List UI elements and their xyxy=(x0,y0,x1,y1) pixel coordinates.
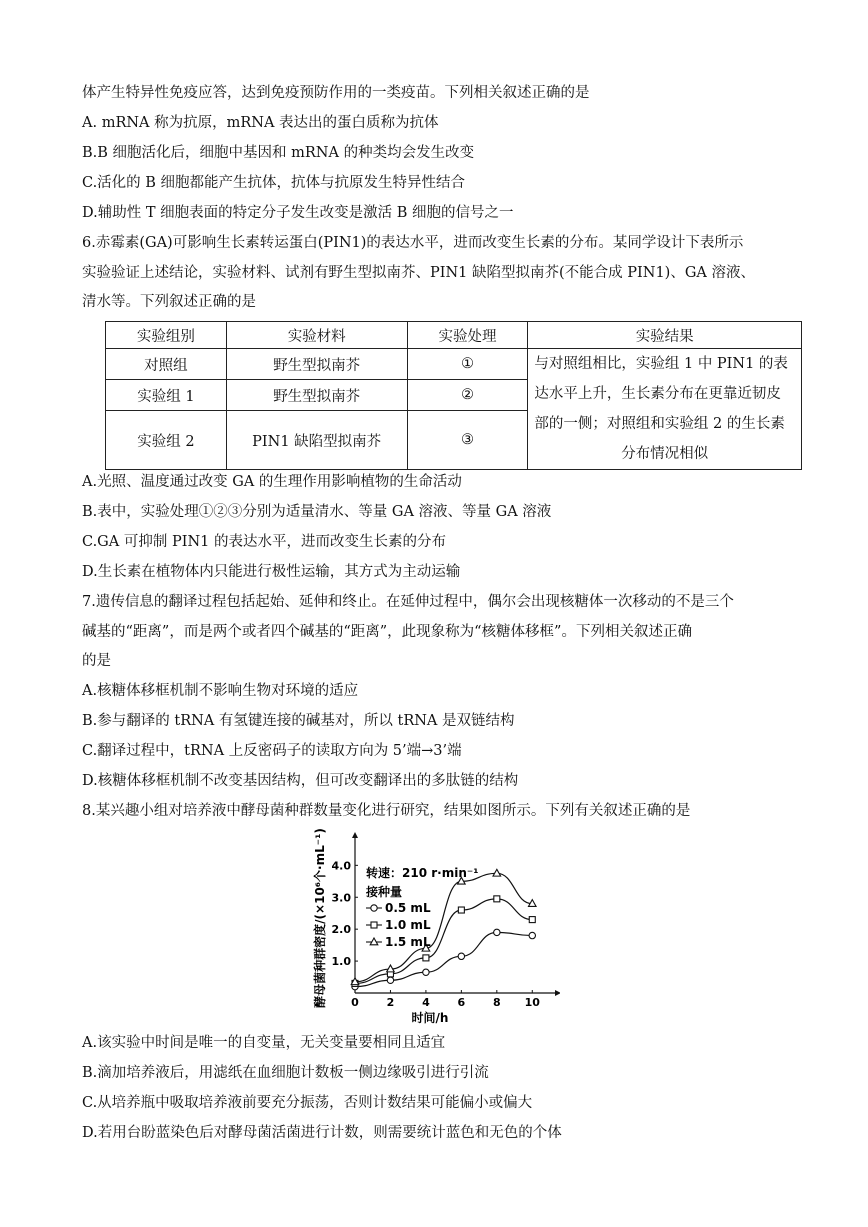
experiment-table xyxy=(105,321,802,470)
y-tick-label: 1.0 xyxy=(331,955,351,969)
q7-option-d: D.核糖体移框机制不改变基因结构，但可改变翻译出的多肽链的结构 xyxy=(82,773,519,789)
q8-option-a: A.该实验中时间是唯一的自变量，无关变量要相同且适宜 xyxy=(82,1035,446,1051)
q7-option-c: C.翻译过程中，tRNA 上反密码子的读取方向为 5’端→3’端 xyxy=(82,743,462,759)
speed-annotation: 转速：210 r·min⁻¹ xyxy=(366,866,479,880)
data-point xyxy=(529,932,535,938)
q8-option-d: D.若用台盼蓝染色后对酵母菌活菌进行计数，则需要统计蓝色和无色的个体 xyxy=(82,1125,562,1141)
table-cell: ① xyxy=(407,349,528,380)
legend-marker xyxy=(370,938,378,945)
chart-axes xyxy=(332,832,561,1009)
table-header-row xyxy=(106,322,802,349)
x-tick-label: 4 xyxy=(422,996,430,1009)
result-line: 分布情况相似 xyxy=(621,446,709,462)
q6-stem-line-3: 清水等。下列叙述正确的是 xyxy=(82,294,256,310)
table-cell: 野生型拟南芥 xyxy=(226,349,407,380)
table-cell: ② xyxy=(407,380,528,411)
q7-option-a: A.核糖体移框机制不影响生物对环境的适应 xyxy=(82,683,359,699)
table-cell: PIN1 缺陷型拟南芥 xyxy=(226,411,407,470)
legend-title: 接种量 xyxy=(366,885,403,899)
legend-marker xyxy=(371,922,377,928)
legend-label: 0.5 mL xyxy=(385,901,431,915)
table-header-cell: 实验处理 xyxy=(407,322,528,349)
data-point xyxy=(458,953,464,959)
y-tick-label: 4.0 xyxy=(331,859,351,873)
q6-option-a: A.光照、温度通过改变 GA 的生理作用影响植物的生命活动 xyxy=(82,474,462,490)
q7-option-b: B.参与翻译的 tRNA 有氢键连接的碱基对，所以 tRNA 是双链结构 xyxy=(82,713,515,729)
table-row xyxy=(106,349,802,380)
q6-option-c: C.GA 可抑制 PIN1 的表达水平，进而改变生长素的分布 xyxy=(82,534,446,550)
legend-marker xyxy=(371,905,377,911)
q5-stem-tail: 体产生特异性免疫应答，达到免疫预防作用的一类疫苗。下列相关叙述正确的是 xyxy=(82,85,590,101)
data-point xyxy=(529,917,535,923)
q5-option-c: C.活化的 B 细胞都能产生抗体，抗体与抗原发生特异性结合 xyxy=(82,175,466,191)
table-cell: 实验组 2 xyxy=(106,411,227,470)
q7-stem-line-1: 7.遗传信息的翻译过程包括起始、延伸和终止。在延伸过程中，偶尔会出现核糖体一次移动的不是三个 xyxy=(82,594,734,610)
chart-legend xyxy=(366,901,431,949)
result-line: 部的一侧；对照组和实验组 2 的生长素 xyxy=(534,416,785,432)
data-point xyxy=(423,955,429,961)
q5-option-a: A. mRNA 称为抗原，mRNA 表达出的蛋白质称为抗体 xyxy=(82,115,439,131)
data-point xyxy=(494,896,500,902)
q6-stem-line-1: 6.赤霉素(GA)可影响生长素转运蛋白(PIN1)的表达水平，进而改变生长素的分布。某同学设计下表所示 xyxy=(82,235,744,251)
q6-stem-line-2: 实验验证上述结论，实验材料、试剂有野生型拟南芥、PIN1 缺陷型拟南芥(不能合成 PIN1)、GA 溶液、 xyxy=(82,265,755,281)
x-axis-arrow xyxy=(555,990,560,996)
data-point xyxy=(387,977,393,983)
q7-stem-line-3: 的是 xyxy=(82,653,111,669)
q8-option-b: B.滴加培养液后，用滤纸在血细胞计数板一侧边缘吸引进行引流 xyxy=(82,1065,489,1081)
table-cell: 对照组 xyxy=(106,349,227,380)
q7-stem-line-2: 碱基的“距离”，而是两个或者四个碱基的“距离”，此现象称为“核糖体移框”。下列相关叙述正确 xyxy=(82,624,692,640)
q6-option-d: D.生长素在植物体内只能进行极性运输，其方式为主动运输 xyxy=(82,564,461,580)
data-point xyxy=(458,907,464,913)
series-line-0 xyxy=(355,932,532,986)
q5-option-d: D.辅助性 T 细胞表面的特定分子发生改变是激活 B 细胞的信号之一 xyxy=(82,205,514,221)
x-tick-label: 10 xyxy=(524,996,540,1009)
q8-stem: 8.某兴趣小组对培养液中酵母菌种群数量变化进行研究，结果如图所示。下列有关叙述正确的是 xyxy=(82,803,691,819)
x-tick-label: 8 xyxy=(492,996,501,1009)
table-result-cell xyxy=(528,349,802,470)
legend-label: 1.5 mL xyxy=(385,935,431,949)
table-header-cell: 实验组别 xyxy=(106,322,227,349)
yeast-density-chart xyxy=(310,828,560,1028)
table-header-cell: 实验材料 xyxy=(226,322,407,349)
result-line: 达水平上升，生长素分布在更靠近韧皮 xyxy=(534,386,781,402)
y-tick-label: 2.0 xyxy=(331,923,351,937)
data-point xyxy=(494,929,500,935)
table-header-cell: 实验结果 xyxy=(528,322,802,349)
q5-option-b: B.B 细胞活化后，细胞中基因和 mRNA 的种类均会发生改变 xyxy=(82,145,475,161)
y-tick-label: 3.0 xyxy=(331,891,351,905)
q6-option-b: B.表中，实验处理①②③分别为适量清水、等量 GA 溶液、等量 GA 溶液 xyxy=(82,504,552,520)
x-tick-label: 0 xyxy=(351,996,359,1009)
table-cell: 野生型拟南芥 xyxy=(226,380,407,411)
table-cell: 实验组 1 xyxy=(106,380,227,411)
y-axis-label: 酵母菌种群密度/(×10⁶个·mL⁻¹) xyxy=(313,828,327,1008)
x-tick-label: 6 xyxy=(457,996,466,1009)
chart-svg xyxy=(310,828,560,1028)
table-cell: ③ xyxy=(407,411,528,470)
x-tick-label: 2 xyxy=(386,996,395,1009)
x-axis-label: 时间/h xyxy=(411,1011,449,1025)
data-point xyxy=(493,869,501,876)
y-axis-arrow xyxy=(352,832,358,838)
result-line: 与对照组相比，实验组 1 中 PIN1 的表 xyxy=(534,356,788,372)
q8-option-c: C.从培养瓶中吸取培养液前要充分振荡，否则计数结果可能偏小或偏大 xyxy=(82,1095,533,1111)
data-point xyxy=(423,969,429,975)
legend-label: 1.0 mL xyxy=(385,918,431,932)
